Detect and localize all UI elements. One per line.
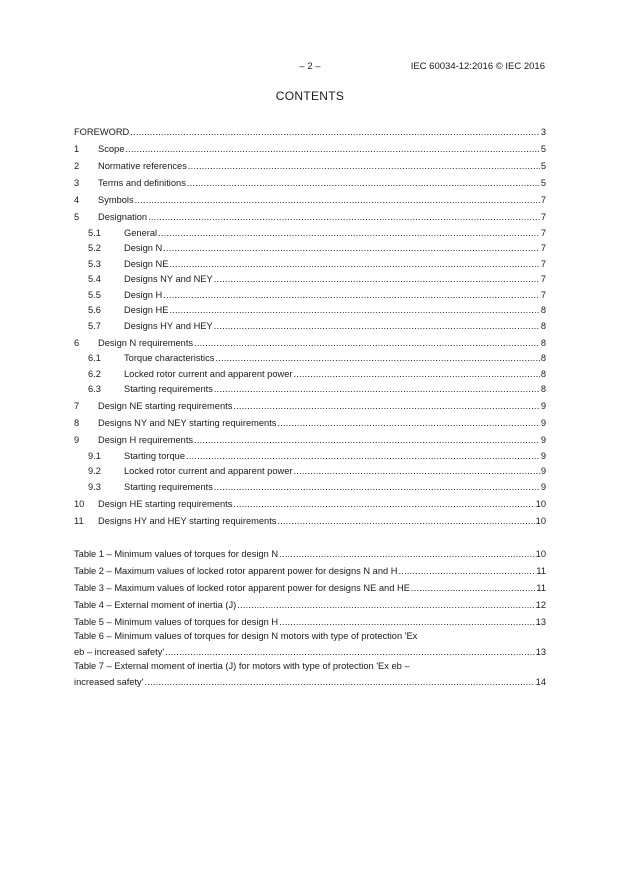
toc-label: Scope: [98, 144, 125, 154]
toc-entry[interactable]: [74, 428, 546, 445]
table-of-contents: [74, 120, 546, 526]
dot-leader: [411, 583, 535, 593]
toc-page: 7: [540, 212, 546, 222]
toc-label: Starting torque: [124, 450, 185, 461]
toc-page: 5: [540, 178, 546, 188]
dot-leader: [279, 549, 535, 559]
dot-leader: [135, 195, 540, 205]
toc-number: 9.3: [88, 481, 101, 492]
table-page: 10: [535, 549, 546, 559]
table-entry[interactable]: [74, 559, 546, 576]
dot-leader: [237, 600, 534, 610]
dot-leader: [169, 259, 539, 269]
toc-label: Terms and definitions: [98, 178, 186, 188]
toc-number: 5.3: [88, 258, 101, 269]
toc-label: Design NE: [124, 258, 169, 269]
toc-page: 8: [540, 353, 546, 363]
toc-label: Designs NY and NEY: [124, 274, 213, 284]
dot-leader: [214, 274, 540, 284]
toc-label: Designation: [98, 212, 148, 222]
table-label-line2: increased safety': [74, 677, 144, 687]
toc-page: 8: [540, 305, 546, 315]
toc-page: 7: [540, 243, 546, 253]
dot-leader: [233, 499, 534, 509]
toc-entry[interactable]: [74, 205, 546, 222]
toc-page: 3: [540, 127, 546, 137]
toc-label: Design N: [124, 243, 163, 253]
toc-entry[interactable]: [74, 509, 546, 526]
toc-page: 5: [540, 144, 546, 154]
dot-leader: [148, 212, 540, 222]
dot-leader: [169, 305, 539, 315]
toc-number: 5: [74, 212, 80, 222]
dot-leader: [233, 401, 539, 411]
toc-label: Locked rotor current and apparent power: [124, 466, 293, 476]
page-title: CONTENTS: [275, 89, 345, 103]
toc-page: 9: [540, 418, 546, 428]
toc-number: 6: [74, 337, 80, 348]
toc-label: Locked rotor current and apparent power: [124, 368, 293, 379]
toc-label: General: [124, 227, 158, 238]
toc-number: 3: [74, 178, 80, 188]
table-page: 11: [536, 566, 546, 576]
toc-label: Designs NY and NEY starting requirements: [98, 418, 277, 428]
toc-number: 5.5: [88, 289, 101, 300]
toc-number: 8: [74, 418, 80, 428]
toc-number: 2: [74, 161, 80, 171]
toc-page: 9: [540, 435, 546, 445]
toc-entry[interactable]: [74, 188, 546, 205]
toc-page: 9: [540, 466, 546, 476]
toc-entry[interactable]: [74, 137, 546, 154]
dot-leader: [188, 161, 540, 171]
toc-page: 8: [540, 368, 546, 379]
dot-leader: [277, 516, 534, 526]
toc-page: 9: [540, 401, 546, 411]
dot-leader: [125, 144, 539, 154]
toc-entry[interactable]: [74, 363, 546, 379]
toc-number: 5.2: [88, 243, 101, 253]
toc-label: Design HE starting requirements: [98, 498, 233, 509]
toc-label: FOREWORD: [74, 127, 130, 137]
table-label: Table 4 – External moment of inertia (J): [74, 600, 237, 610]
table-label: Table 1 – Minimum values of torques for design N: [74, 549, 279, 559]
toc-page: 10: [535, 498, 546, 509]
table-entry[interactable]: [74, 631, 546, 657]
toc-entry[interactable]: [74, 379, 546, 395]
toc-number: 10: [74, 498, 85, 509]
toc-number: 9.1: [88, 450, 101, 461]
toc-page: 8: [540, 337, 546, 348]
toc-page: 5: [540, 161, 546, 171]
toc-number: 6.1: [88, 353, 101, 363]
table-label-line2: eb – increased safety': [74, 647, 165, 657]
dot-leader: [279, 617, 535, 627]
dot-leader: [158, 228, 540, 238]
table-entry[interactable]: [74, 576, 546, 593]
toc-page: 9: [540, 481, 546, 492]
dot-leader: [165, 647, 535, 657]
toc-label: Torque characteristics: [124, 353, 215, 363]
dot-leader: [130, 127, 540, 137]
dot-leader: [163, 243, 540, 253]
toc-label: Starting requirements: [124, 384, 213, 394]
table-label: Table 5 – Minimum values of torques for design H: [74, 617, 279, 627]
table-page: 12: [535, 600, 546, 610]
toc-entry[interactable]: [74, 331, 546, 348]
toc-page: 7: [540, 195, 546, 205]
table-page: 13: [535, 647, 546, 657]
toc-entry[interactable]: [74, 348, 546, 364]
dot-leader: [277, 418, 539, 428]
toc-entry[interactable]: [74, 154, 546, 171]
dot-leader: [293, 466, 539, 476]
toc-page: 9: [540, 450, 546, 461]
toc-entry[interactable]: [74, 476, 546, 492]
dot-leader: [214, 321, 540, 331]
table-label: Table 2 – Maximum values of locked rotor apparent power for designs N and H: [74, 566, 398, 576]
toc-entry[interactable]: [74, 238, 546, 254]
toc-entry[interactable]: [74, 315, 546, 331]
toc-label: Normative references: [98, 161, 187, 171]
toc-number: 5.4: [88, 274, 101, 284]
toc-page: 8: [540, 384, 546, 394]
table-page: 11: [536, 583, 546, 593]
toc-label: Symbols: [98, 195, 134, 205]
list-of-tables: [74, 542, 546, 687]
dot-leader: [194, 435, 540, 445]
toc-number: 1: [74, 144, 80, 154]
table-label: Table 3 – Maximum values of locked rotor apparent power for designs NE and HE: [74, 583, 410, 593]
dot-leader: [187, 178, 540, 188]
table-label-line1: Table 7 – External moment of inertia (J) for motors with type of protection 'Ex eb –: [74, 661, 410, 671]
toc-number: 5.7: [88, 320, 101, 331]
toc-page: 7: [540, 274, 546, 284]
toc-entry[interactable]: [74, 300, 546, 316]
toc-entry[interactable]: [74, 171, 546, 188]
table-label-line1: Table 6 – Minimum values of torques for design N motors with type of protection 'Ex: [74, 631, 418, 641]
toc-number: 9.2: [88, 466, 101, 476]
toc-entry[interactable]: [74, 492, 546, 509]
header-page-number: – 2 –: [299, 61, 321, 72]
toc-entry[interactable]: [74, 269, 546, 285]
toc-label: Starting requirements: [124, 481, 213, 492]
toc-label: Designs HY and HEY starting requirements: [98, 515, 277, 526]
table-entry[interactable]: [74, 661, 546, 687]
toc-number: 6.3: [88, 384, 101, 394]
table-page: 13: [535, 617, 546, 627]
dot-leader: [215, 353, 539, 363]
toc-entry[interactable]: [74, 120, 546, 137]
toc-entry[interactable]: [74, 394, 546, 411]
table-entry[interactable]: [74, 542, 546, 559]
dot-leader: [144, 677, 534, 687]
toc-label: Design HE: [124, 305, 169, 315]
dot-leader: [186, 451, 540, 461]
toc-number: 5.6: [88, 305, 101, 315]
toc-label: Design N requirements: [98, 337, 194, 348]
toc-number: 6.2: [88, 368, 101, 379]
dot-leader: [399, 566, 536, 576]
toc-label: Design H: [124, 289, 163, 300]
dot-leader: [214, 384, 540, 394]
toc-entry[interactable]: [74, 222, 546, 238]
toc-entry[interactable]: [74, 445, 546, 461]
toc-entry[interactable]: [74, 411, 546, 428]
toc-page: 7: [540, 227, 546, 238]
table-page: 14: [535, 677, 546, 687]
toc-entry[interactable]: [74, 461, 546, 477]
toc-number: 4: [74, 195, 80, 205]
toc-number: 9: [74, 435, 80, 445]
dot-leader: [163, 290, 540, 300]
toc-number: 7: [74, 401, 80, 411]
toc-page: 7: [540, 258, 546, 269]
toc-page: 8: [540, 320, 546, 331]
dot-leader: [194, 338, 540, 348]
toc-page: 7: [540, 289, 546, 300]
toc-number: 5.1: [88, 227, 101, 238]
toc-label: Design H requirements: [98, 435, 194, 445]
toc-entry[interactable]: [74, 284, 546, 300]
toc-entry[interactable]: [74, 253, 546, 269]
dot-leader: [293, 369, 539, 379]
toc-page: 10: [535, 515, 546, 526]
table-entry[interactable]: [74, 593, 546, 610]
toc-label: Designs HY and HEY: [124, 320, 213, 331]
dot-leader: [214, 482, 540, 492]
header-standard-id: IEC 60034-12:2016 © IEC 2016: [410, 61, 545, 72]
toc-label: Design NE starting requirements: [98, 401, 233, 411]
table-entry[interactable]: [74, 610, 546, 627]
toc-number: 11: [74, 515, 84, 526]
